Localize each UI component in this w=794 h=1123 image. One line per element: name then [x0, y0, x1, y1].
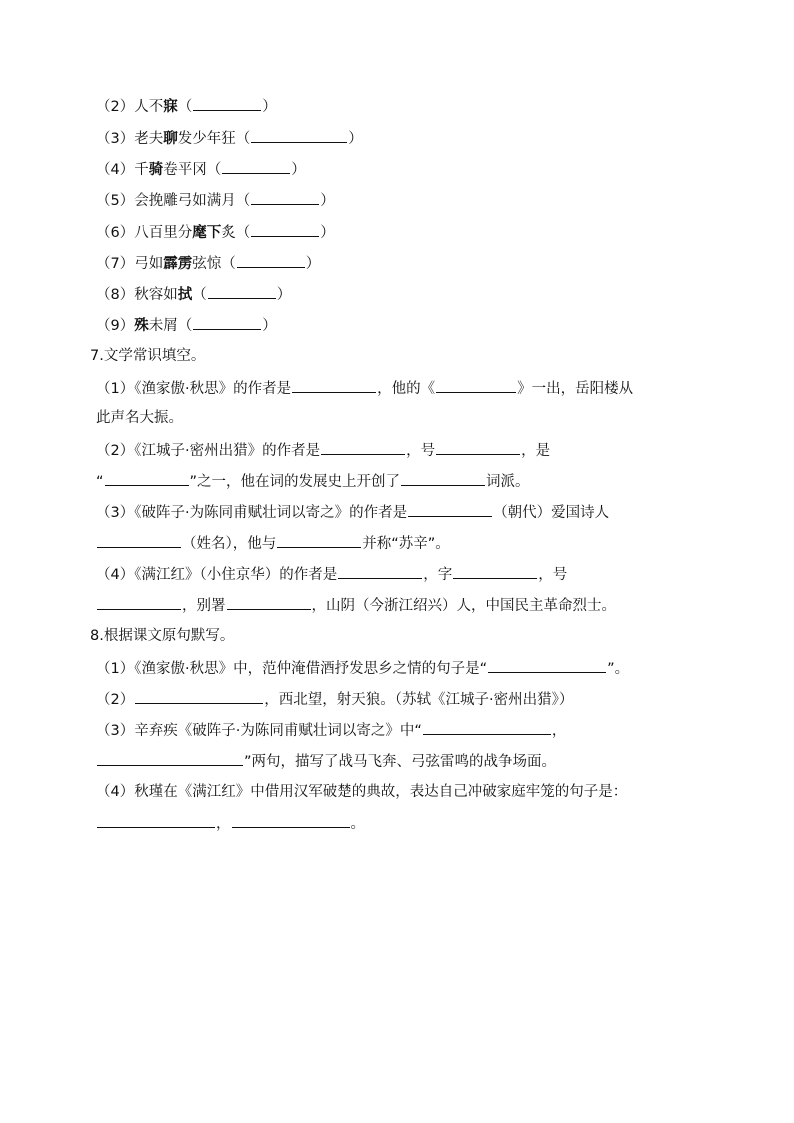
item-text: ） — [320, 193, 335, 209]
answer-blank[interactable] — [105, 471, 189, 486]
q8-3-line1 — [96, 720, 566, 741]
answer-blank[interactable] — [423, 720, 551, 735]
answer-blank[interactable] — [251, 222, 319, 237]
item-bold-char: 麾下 — [192, 225, 222, 241]
q-text: “ — [96, 474, 104, 490]
item-text: （8）秋容如 — [96, 287, 178, 303]
item-text: 炙（ — [221, 225, 251, 241]
q8-3-line2 — [96, 751, 556, 772]
answer-blank[interactable] — [227, 595, 311, 610]
item-bold-char: 殊 — [134, 318, 149, 334]
answer-blank[interactable] — [222, 159, 290, 174]
answer-blank[interactable] — [401, 471, 485, 486]
answer-blank[interactable] — [488, 658, 606, 673]
answer-blank[interactable] — [237, 253, 305, 268]
item-3 — [96, 128, 363, 149]
item-text: （2）人不 — [96, 99, 164, 115]
q7-3-line1 — [96, 502, 609, 523]
item-2 — [96, 96, 277, 117]
item-text: （ — [177, 99, 193, 115]
q-text: ，号 — [538, 567, 568, 583]
answer-blank[interactable] — [135, 689, 263, 704]
q-text: （2） — [96, 692, 135, 708]
item-text: ） — [262, 99, 277, 115]
q-text: 词派。 — [486, 474, 530, 490]
q-text: ，是 — [521, 443, 551, 459]
item-text: ） — [291, 162, 306, 178]
answer-blank[interactable] — [408, 502, 492, 517]
item-4 — [96, 159, 306, 180]
item-bold-char: 聊 — [163, 131, 178, 147]
answer-blank[interactable] — [436, 378, 516, 393]
item-text: （3）老夫 — [96, 131, 164, 147]
answer-blank[interactable] — [97, 595, 181, 610]
section-7-title: 7.文学常识填空。 — [90, 348, 206, 364]
q7-1-line2: 此声名大振。 — [96, 410, 183, 426]
item-text: （5）会挽雕弓如满月（ — [96, 193, 251, 209]
item-5 — [96, 190, 335, 211]
q-text: ，字 — [423, 567, 453, 583]
q7-2-line2 — [96, 471, 530, 492]
q-text: ”之一，他在词的发展史上开创了 — [189, 474, 401, 490]
q-text: 。 — [350, 816, 365, 832]
q8-4-line2 — [96, 813, 365, 834]
q-text: ，他的《 — [377, 381, 436, 397]
answer-blank[interactable] — [251, 128, 347, 143]
q8-2 — [96, 689, 573, 710]
q-text: （朝代）爱国诗人 — [493, 505, 610, 521]
q7-4-line2 — [96, 595, 616, 616]
q-text: ，别署 — [182, 598, 226, 614]
q7-4-line1 — [96, 564, 567, 585]
item-text: 弦惊（ — [192, 256, 236, 272]
item-text: ） — [348, 131, 363, 147]
q8-1 — [96, 658, 629, 679]
q-text: ， — [551, 723, 567, 739]
q-text: ，号 — [406, 443, 436, 459]
answer-blank[interactable] — [193, 315, 261, 330]
item-text: 卷平冈（ — [163, 162, 222, 178]
q-text: （1）《渔家傲·秋思》的作者是 — [96, 381, 292, 397]
answer-blank[interactable] — [208, 284, 276, 299]
q-text: ”两句，描写了战马飞奔、弓弦雷鸣的战争场面。 — [244, 754, 557, 770]
item-text: ） — [320, 225, 335, 241]
q-text: ，山阴（今浙江绍兴）人，中国民主革命烈士。 — [311, 598, 616, 614]
answer-blank[interactable] — [251, 190, 319, 205]
q-text: ，西北望，射天狼。（苏轼《江城子·密州出猎》） — [264, 692, 574, 708]
q8-4-line1: （4）秋瑾在《满江红》中借用汉军破楚的典故，表达自己冲破家庭牢笼的句子是： — [96, 784, 628, 800]
answer-blank[interactable] — [232, 813, 350, 828]
answer-blank[interactable] — [277, 533, 361, 548]
answer-blank[interactable] — [193, 96, 261, 111]
item-text: （6）八百里分 — [96, 225, 193, 241]
answer-blank[interactable] — [97, 813, 215, 828]
q7-1-line1 — [96, 378, 633, 399]
q-text: 》一出，岳阳楼从 — [517, 381, 634, 397]
item-text: （4）千 — [96, 162, 149, 178]
item-8 — [96, 284, 291, 305]
item-6 — [96, 222, 335, 243]
item-7 — [96, 253, 320, 274]
item-text: ） — [262, 318, 277, 334]
item-bold-char: 骑 — [148, 162, 164, 178]
q-text: （3）《破阵子·为陈同甫赋壮词以寄之》的作者是 — [96, 505, 408, 521]
item-text: 发少年狂（ — [177, 131, 251, 147]
item-text: ） — [276, 287, 292, 303]
q-text: （4）《满江红》（小住京华）的作者是 — [96, 567, 338, 583]
item-bold-char: 寐 — [163, 99, 178, 115]
item-text: ） — [305, 256, 321, 272]
q-text: （姓名），他与 — [182, 536, 277, 552]
answer-blank[interactable] — [292, 378, 376, 393]
answer-blank[interactable] — [97, 751, 243, 766]
q7-3-line2 — [96, 533, 450, 554]
item-bold-char: 霹雳 — [163, 256, 193, 272]
item-text: （9） — [96, 318, 135, 334]
item-text: （7）弓如 — [96, 256, 164, 272]
q7-2-line1 — [96, 440, 550, 461]
q-text: （3）辛弃疾《破阵子·为陈同甫赋壮词以寄之》中“ — [96, 723, 422, 739]
answer-blank[interactable] — [97, 533, 181, 548]
item-text: （ — [192, 287, 207, 303]
item-9 — [96, 315, 277, 336]
q-text: ， — [216, 816, 231, 832]
section-8-title: 8.根据课文原句默写。 — [90, 628, 235, 644]
q-text: （2）《江城子·密州出猎》的作者是 — [96, 443, 321, 459]
q-text: （1）《渔家傲·秋思》中，范仲淹借酒抒发思乡之情的句子是“ — [96, 661, 488, 677]
answer-blank[interactable] — [321, 440, 405, 455]
q-text: 并称“苏辛”。 — [362, 536, 450, 552]
answer-blank[interactable] — [436, 440, 520, 455]
item-bold-char: 拭 — [177, 287, 193, 303]
answer-blank[interactable] — [338, 564, 422, 579]
q-text: ”。 — [607, 661, 630, 677]
answer-blank[interactable] — [453, 564, 537, 579]
item-text: 未屑（ — [148, 318, 193, 334]
